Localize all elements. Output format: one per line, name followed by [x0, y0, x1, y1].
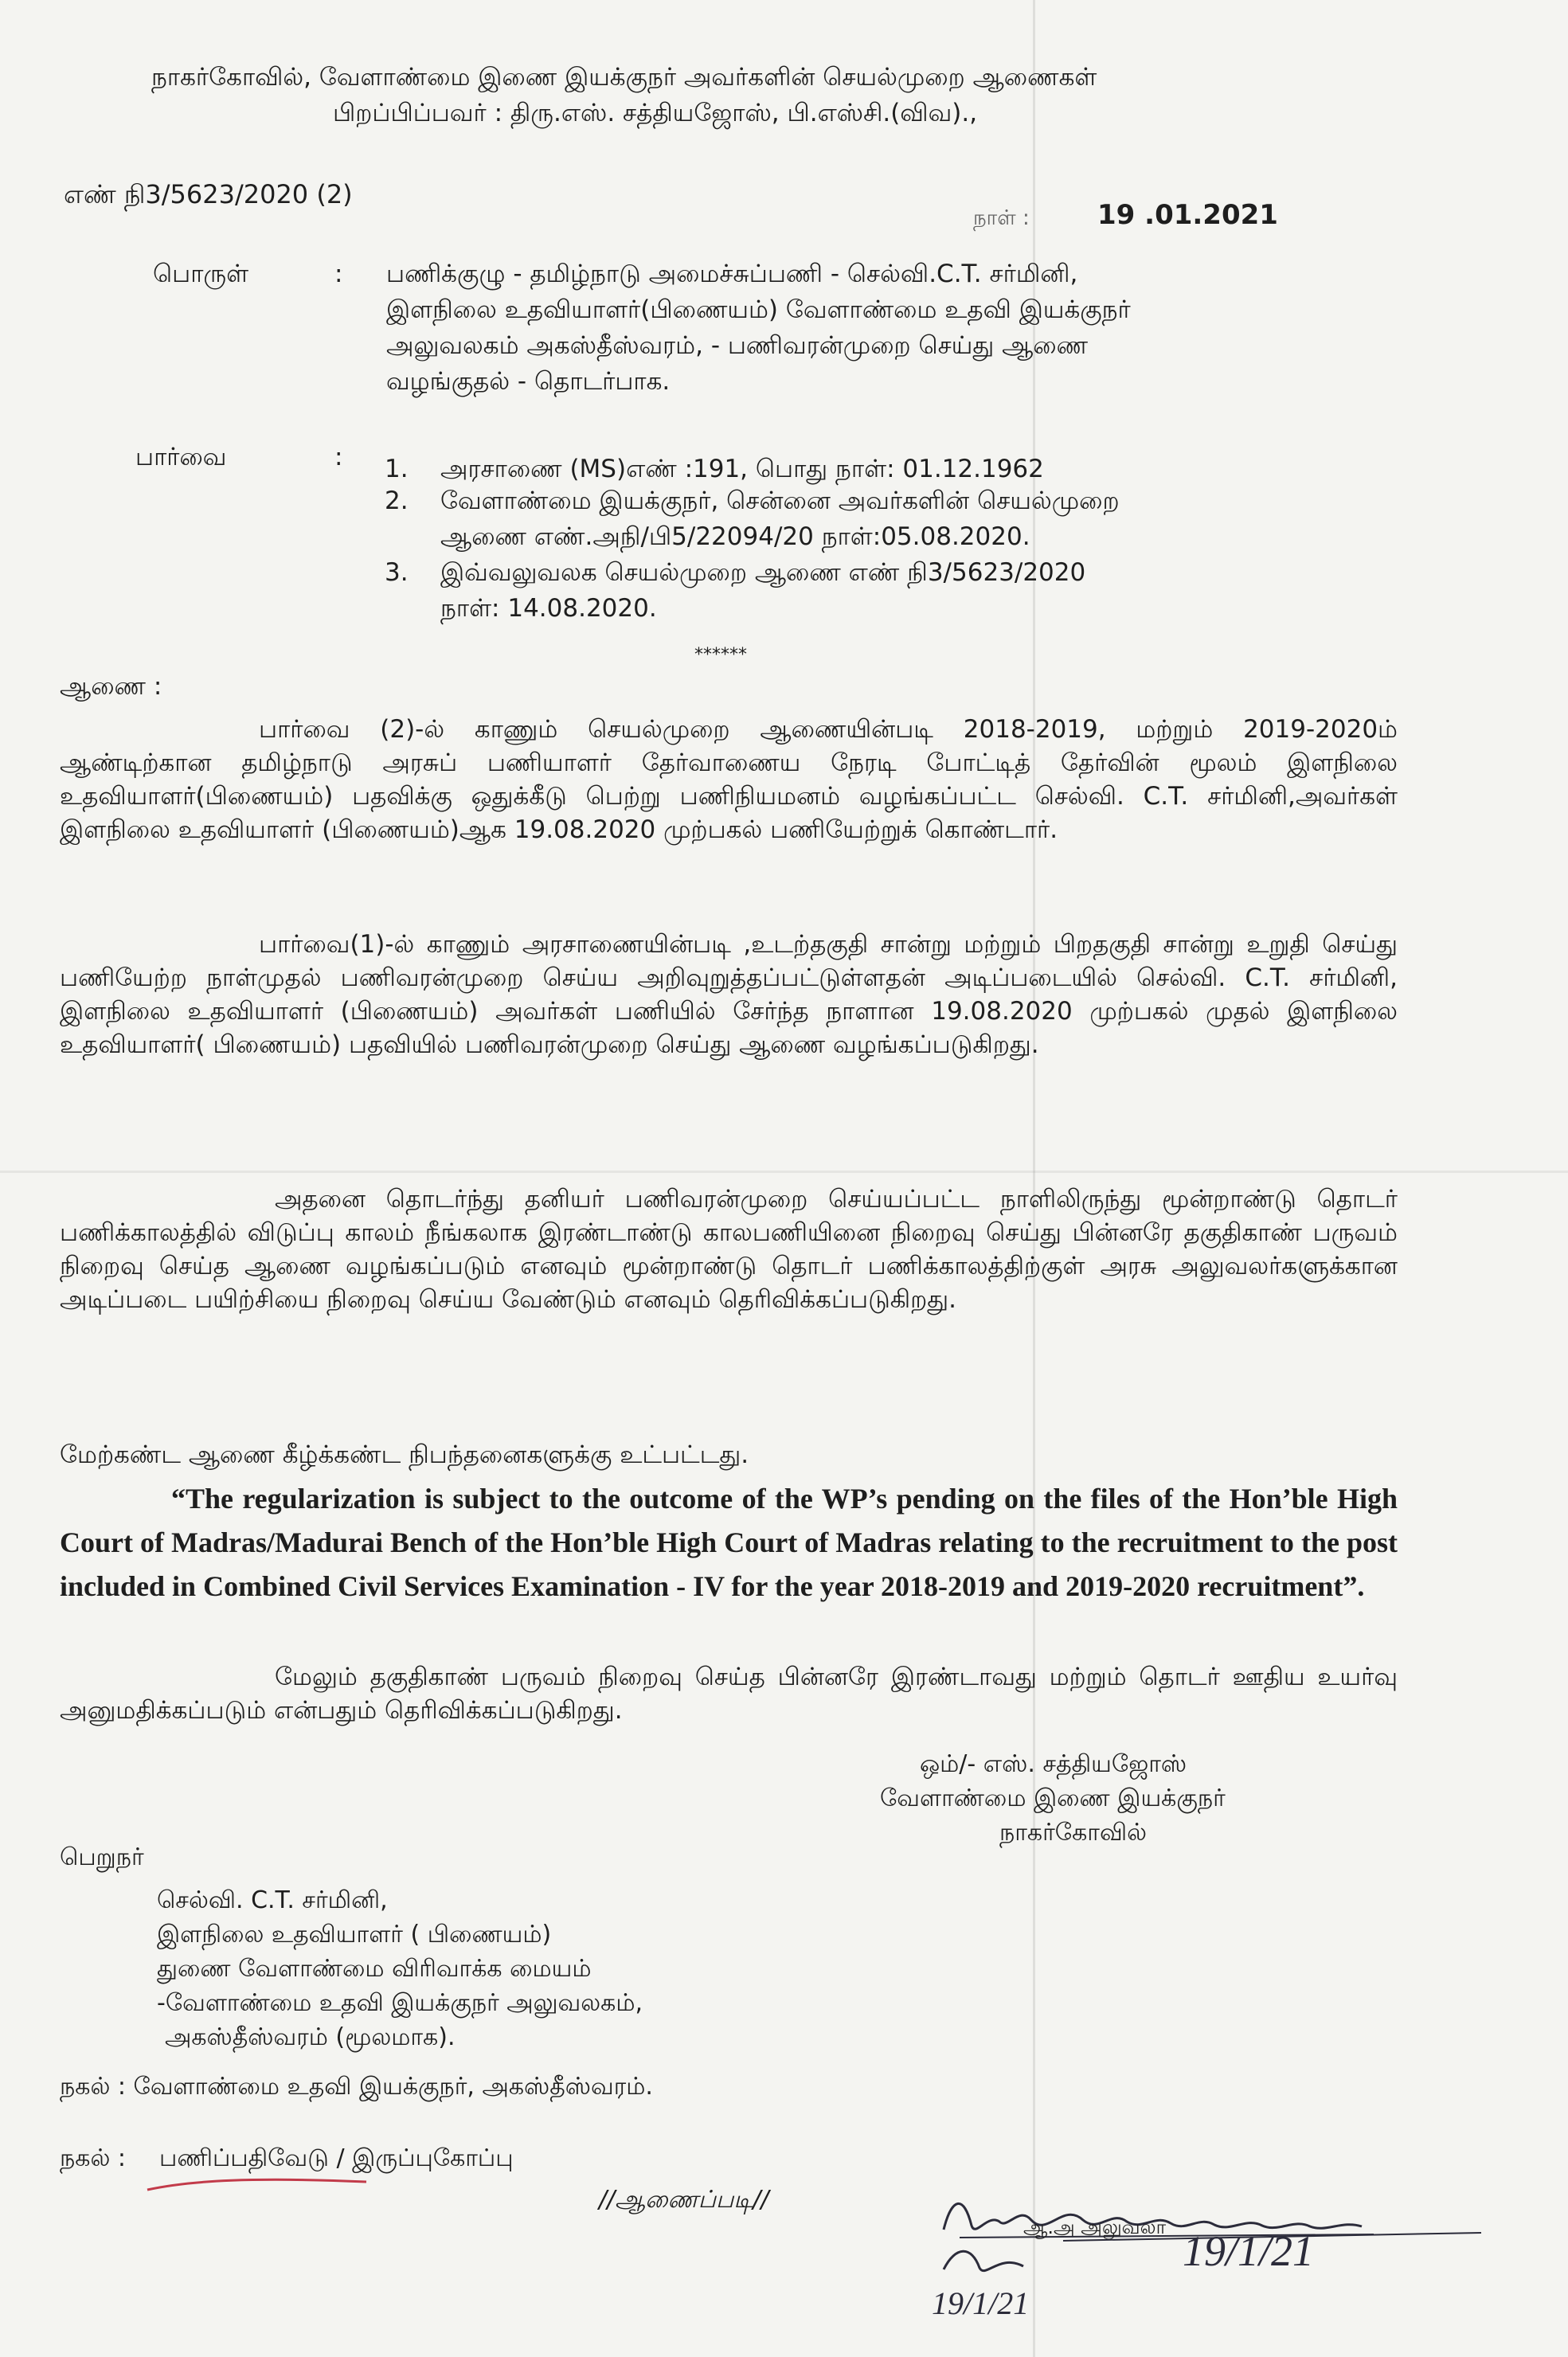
- header-line-2: பிறப்பிப்பவர் : திரு.எஸ். சத்தியஜோஸ், பி.எஸ்சி.(விவ).,: [333, 99, 978, 127]
- date-value: 19 .01.2021: [1097, 199, 1278, 231]
- subject-line: பணிக்குழு - தமிழ்நாடு அமைச்சுப்பணி - செல்வி.C.T. சர்மினி,: [386, 260, 1078, 288]
- subject-line: வழங்குதல் - தொடர்பாக.: [386, 367, 671, 396]
- condition-english: “The regularization is subject to the outcome of the WP’s pending on the files of the Hon’ble High Court of Madras/Madurai Bench of the Hon’ble High Court of Madras relating to the recruitment to the post included in Combined Civil Services Examination - IV for the year 2018-2019 and 2019-2020 recruitment”.: [60, 1483, 1398, 1602]
- recipient-line: அகஸ்தீஸ்வரம் (மூலமாக).: [165, 2023, 456, 2051]
- header-line-1: நாகர்கோவில், வேளாண்மை இணை இயக்குநர் அவர்களின் செயல்முறை ஆணைகள்: [151, 63, 1097, 92]
- signature-line-1: ஒம்/- எஸ். சத்தியஜோஸ்: [920, 1750, 1187, 1778]
- signature-line-2: வேளாண்மை இணை இயக்குநர்: [880, 1784, 1226, 1812]
- reference-line: இவ்வலுவலக செயல்முறை ஆணை எண் நி3/5623/2020: [440, 558, 1086, 587]
- subject-line: அலுவலகம் அகஸ்தீஸ்வரம், - பணிவரன்முறை செய்து ஆணை: [386, 331, 1089, 360]
- signature-line-3: நாகர்கோவில்: [999, 1819, 1147, 1847]
- underline-scribble: [143, 2172, 374, 2196]
- subject-line: இளநிலை உதவியாளர்(பிணையம்) வேளாண்மை உதவி இயக்குநர்: [386, 295, 1131, 324]
- subject-label: பொருள்: [153, 260, 249, 288]
- recipient-line: துணை வேளாண்மை விரிவாக்க மையம்: [157, 1955, 592, 1983]
- by-order: //ஆணைப்படி//: [599, 2186, 769, 2214]
- subject-colon: :: [334, 260, 343, 288]
- reference-line: அரசாணை (MS)எண் :191, பொது நாள்: 01.12.1962: [440, 455, 1044, 483]
- recipient-line: செல்வி. C.T. சர்மினி,: [157, 1886, 388, 1914]
- reference-item-3: [385, 555, 1085, 627]
- copy-line-1: நகல் : வேளாண்மை உதவி இயக்குநர், அகஸ்தீஸ்வரம்.: [60, 2073, 653, 2101]
- recipient-label: பெறுநர்: [60, 1843, 144, 1871]
- copy-label-2: நகல் :: [60, 2144, 126, 2172]
- reference-item-2: [385, 483, 1120, 555]
- attestation-title: ஆ.அ அலுவலா: [1023, 2216, 1167, 2238]
- reference-label: பார்வை: [135, 443, 227, 471]
- paragraph-1: பார்வை (2)-ல் காணும் செயல்முறை ஆணையின்படி 2018-2019, மற்றும் 2019-2020ம் ஆண்டிற்கான தமிழ்நாடு அரசுப் பணியாளர் தேர்வாணைய நேரடி போட்டித் தேர்வின் மூலம் இளநிலை உதவியாளர்(பிணையம்) பதவிக்கு ஒதுக்கீடு பெற்று பணிநியமனம் வழங்கப்பட்ட செல்வி. C.T. சர்மினி,அவர்கள் இளநிலை உதவியாளர் (பிணையம்)ஆக 19.08.2020 முற்பகல் பணியேற்றுக் கொண்டார்.: [60, 715, 1398, 844]
- fold-line-horizontal: [0, 1171, 1568, 1173]
- reference-line: வேளாண்மை இயக்குநர், சென்னை அவர்களின் செயல்முறை: [440, 487, 1120, 515]
- date-label: நாள் :: [973, 206, 1030, 230]
- reference-number-1: 1.: [385, 455, 409, 483]
- recipient-line: இளநிலை உதவியாளர் ( பிணையம்): [157, 1921, 552, 1949]
- reference-colon: :: [334, 443, 343, 471]
- recipient-line: -வேளாண்மை உதவி இயக்குநர் அலுவலகம்,: [157, 1989, 643, 2017]
- separator: ******: [694, 645, 747, 665]
- paragraph-2: பார்வை(1)-ல் காணும் அரசாணையின்படி ,உடற்தகுதி சான்று மற்றும் பிறதகுதி சான்று உறுதி செய்து பணியேற்ற நாள்முதல் பணிவரன்முறை செய்ய அறிவுறுத்தப்பட்டுள்ளதன் அடிப்படையில் செல்வி. C.T. சர்மினி, இளநிலை உதவியாளர் (பிணையம்) அவர்கள் பணியில் சேர்ந்த நாளான 19.08.2020 முற்பகல் முதல் இளநிலை உதவியாளர்( பிணையம்) பதவியில் பணிவரன்முறை செய்து ஆணை வழங்கப்படுகிறது.: [60, 930, 1398, 1059]
- reference-number: எண் நி3/5623/2020 (2): [64, 179, 353, 209]
- final-paragraph: மேலும் தகுதிகாண் பருவம் நிறைவு செய்த பின்னரே இரண்டாவது மற்றும் தொடர் ஊதிய உயர்வு அனுமதிக்கப்படும் என்பதும் தெரிவிக்கப்படுகிறது.: [60, 1663, 1398, 1725]
- bottom-handwritten-date: 19/1/21: [932, 2285, 1030, 2321]
- paragraph-3: அதனை தொடர்ந்து தனியர் பணிவரன்முறை செய்யப்பட்ட நாளிலிருந்து மூன்றாண்டு தொடர் பணிக்காலத்தில் விடுப்பு காலம் நீங்கலாக இரண்டாண்டு காலபணியினை நிறைவு செய்து பின்னரே தகுதிகாண் பருவம் நிறைவு செய்த ஆணை வழங்கப்படும் எனவும் மூன்றாண்டு தொடர் பணிக்காலத்திற்குள் அரசு அலுவலர்களுக்கான அடிப்படை பயிற்சியை நிறைவு செய்ய வேண்டும் எனவும் தெரிவிக்கப்படுகிறது.: [60, 1185, 1398, 1314]
- condition-intro: மேற்கண்ட ஆணை கீழ்க்கண்ட நிபந்தனைகளுக்கு உட்பட்டது.: [60, 1440, 749, 1469]
- reference-item-1: [385, 451, 1044, 487]
- signature-rule: [1059, 2230, 1489, 2246]
- reference-line: ஆணை எண்.அநி/பி5/22094/20 நாள்:05.08.2020.: [440, 522, 1030, 551]
- handwritten-date: 19/1/21: [1183, 2227, 1315, 2275]
- order-label: ஆணை :: [60, 672, 162, 701]
- reference-line: நாள்: 14.08.2020.: [440, 594, 657, 623]
- subject-block: [386, 256, 1131, 400]
- copy-line-2: பணிப்பதிவேடு / இருப்புகோப்பு: [159, 2144, 514, 2172]
- recipient-address: [157, 1883, 643, 2054]
- reference-number-3: 3.: [385, 558, 409, 587]
- reference-number-2: 2.: [385, 487, 409, 515]
- handwritten-mark: [936, 2238, 1031, 2285]
